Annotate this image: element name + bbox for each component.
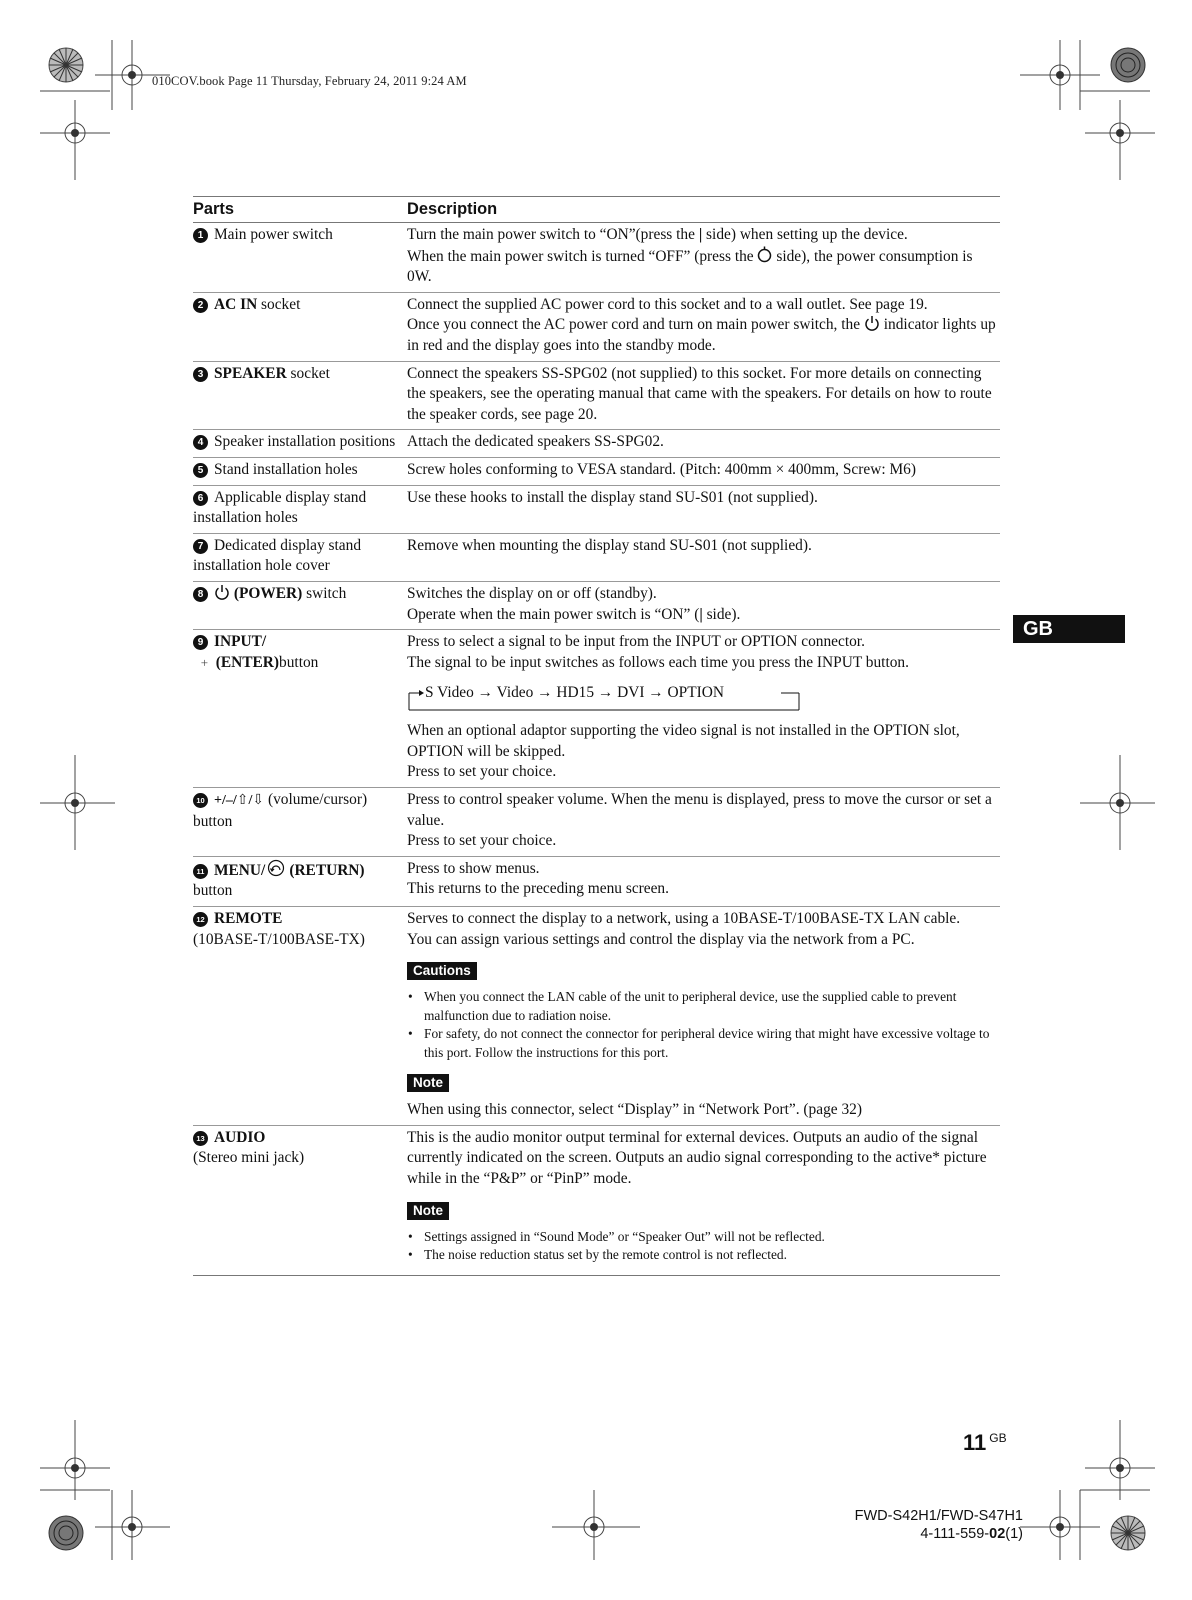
desc-text: Use these hooks to install the display stand SU-S01 (not supplied). xyxy=(407,488,818,506)
item-number: 8 xyxy=(193,587,208,602)
print-header: 010COV.book Page 11 Thursday, February 24, 2011 9:24 AM xyxy=(152,74,467,88)
input-flow-diagram xyxy=(407,683,801,713)
desc-text: Attach the dedicated speakers SS-SPG02. xyxy=(407,433,664,451)
part-name-suffix: (Stereo mini jack) xyxy=(193,1149,305,1167)
description-cell xyxy=(407,488,1000,529)
table-row xyxy=(193,293,1000,362)
col-description: Description xyxy=(407,200,498,218)
desc-text: Press to show menus. xyxy=(407,859,540,877)
description-cell xyxy=(407,632,1000,783)
table-row xyxy=(193,362,1000,431)
table-row xyxy=(193,534,1000,582)
part-name: +/–/⇧/⇩ xyxy=(214,793,265,809)
list-item: • For safety, do not connect the connector for peripheral device wiring that might have excessive voltage to this port. Follow the instructions for this port. xyxy=(407,1025,1000,1062)
desc-text: Press to set your choice. xyxy=(407,832,557,850)
part-cell xyxy=(193,790,407,852)
part-name: AC IN xyxy=(214,295,258,313)
part-name: AUDIO xyxy=(214,1128,266,1146)
cautions-label: Cautions xyxy=(407,962,477,980)
desc-text: Press to control speaker volume. When the menu is displayed, press to move the cursor or set a value. xyxy=(407,791,992,829)
part-cell xyxy=(193,225,407,288)
desc-text: side), the power consumption is 0W. xyxy=(407,247,973,286)
desc-text: Connect the supplied AC power cord to this socket and to a wall outlet. See page 19. xyxy=(407,295,928,313)
table-row xyxy=(193,430,1000,458)
desc-text: The signal to be input switches as follows each time you press the INPUT button. xyxy=(407,653,909,671)
part-name: (RETURN) xyxy=(289,861,365,879)
part-name-suffix: (10BASE-T/100BASE-TX) xyxy=(193,930,365,948)
parts-table xyxy=(193,196,1000,1276)
part-cell xyxy=(193,584,407,625)
part-cell xyxy=(193,632,407,783)
description-cell xyxy=(407,432,1000,453)
part-name-suffix: button xyxy=(279,653,319,671)
part-cell xyxy=(193,432,407,453)
desc-text: This returns to the preceding menu screen. xyxy=(407,880,669,898)
part-name: Applicable display stand installation holes xyxy=(193,488,367,527)
document-code xyxy=(855,1525,1023,1543)
item-number: 9 xyxy=(193,635,208,650)
description-cell xyxy=(407,536,1000,577)
desc-text: indicator lights up in red and the display goes into the standby mode. xyxy=(407,316,996,354)
on-symbol: | xyxy=(699,605,703,623)
part-name: Dedicated display stand installation hole cover xyxy=(193,536,362,575)
part-name-suffix: switch xyxy=(302,584,347,602)
description-cell xyxy=(407,584,1000,625)
desc-text: Operate when the main power switch is “ON” ( xyxy=(407,605,700,623)
code-bold: 02 xyxy=(989,1526,1006,1542)
part-name-suffix: button xyxy=(193,882,233,900)
item-number: 4 xyxy=(193,435,208,450)
part-name: Stand installation holes xyxy=(214,460,358,478)
item-number: 11 xyxy=(193,864,208,879)
table-row xyxy=(193,857,1000,907)
desc-text: When an optional adaptor supporting the video signal is not installed in the OPTION slot, OPTION will be skipped. xyxy=(407,722,960,760)
code-prefix: 4-111-559- xyxy=(920,1526,990,1542)
language-tab: GB xyxy=(1013,615,1125,643)
part-cell xyxy=(193,295,407,357)
note-text: When using this connector, select “Display” in “Network Port”. (page 32) xyxy=(407,1101,862,1119)
list-item: • The noise reduction status set by the remote control is not reflected. xyxy=(407,1246,1000,1265)
desc-text: Switches the display on or off (standby). xyxy=(407,584,657,602)
item-number: 5 xyxy=(193,463,208,478)
desc-text: Remove when mounting the display stand SU-S01 (not supplied). xyxy=(407,536,812,554)
desc-text: When the main power switch is turned “OFF” (press the xyxy=(407,247,758,265)
desc-text: side). xyxy=(702,605,741,623)
col-parts: Parts xyxy=(193,200,235,218)
table-row xyxy=(193,223,1000,293)
item-number: 10 xyxy=(193,793,208,808)
desc-text: Press to select a signal to be input from the INPUT or OPTION connector. xyxy=(407,633,865,651)
desc-text: This is the audio monitor output terminal for external devices. Outputs an audio of the signal currently indicated on the screen. Outputs an audio signal corresponding to the active* picture while in the “P&P” or “PinP” mode. xyxy=(407,1128,987,1187)
table-row xyxy=(193,486,1000,534)
description-cell xyxy=(407,1128,1000,1271)
enter-plus-symbol: + xyxy=(200,654,209,670)
table-row xyxy=(193,582,1000,630)
part-name: Speaker installation positions xyxy=(214,433,396,451)
power-icon xyxy=(214,584,230,600)
return-icon xyxy=(267,859,285,877)
description-cell xyxy=(407,225,1000,288)
desc-text: Connect the speakers SS-SPG02 (not supplied) to this socket. For more details on connecting the speakers, see the operating manual that came with the speakers. For details on how to route the speaker cords, see page 20. xyxy=(407,364,992,423)
table-row xyxy=(193,907,1000,1126)
part-name: INPUT/ xyxy=(214,633,267,651)
code-suffix: (1) xyxy=(1005,1526,1023,1542)
part-cell xyxy=(193,1128,407,1271)
part-cell xyxy=(193,536,407,577)
desc-text: You can assign various settings and control the display via the network from a PC. xyxy=(407,930,915,948)
table-row xyxy=(193,458,1000,486)
part-name-suffix: socket xyxy=(257,295,301,313)
part-name: (POWER) xyxy=(233,584,303,602)
off-circle-icon xyxy=(757,246,772,263)
description-cell xyxy=(407,909,1000,1121)
desc-text: Press to set your choice. xyxy=(407,763,557,781)
desc-text: Once you connect the AC power cord and turn on main power switch, the xyxy=(407,316,864,334)
description-cell xyxy=(407,790,1000,852)
note-label: Note xyxy=(407,1074,449,1092)
note-label: Note xyxy=(407,1202,449,1220)
part-name: Main power switch xyxy=(214,226,333,243)
item-number: 6 xyxy=(193,491,208,506)
cautions-list xyxy=(407,988,1000,1062)
part-name: (ENTER) xyxy=(215,653,280,671)
desc-text: side) when setting up the device. xyxy=(702,226,908,243)
footer xyxy=(855,1507,1023,1543)
model-number: FWD-S42H1/FWD-S47H1 xyxy=(854,1508,1023,1524)
description-cell xyxy=(407,859,1000,902)
part-name: REMOTE xyxy=(214,910,283,928)
part-cell xyxy=(193,859,407,902)
description-cell xyxy=(407,460,1000,481)
table-row xyxy=(193,630,1000,788)
desc-text: Screw holes conforming to VESA standard. (Pitch: 400mm × 400mm, Screw: M6) xyxy=(407,460,916,478)
item-number: 1 xyxy=(193,228,208,243)
page-number-suffix: GB xyxy=(989,1431,1007,1445)
flow-sequence: S Video → Video → HD15 → DVI → OPTION xyxy=(425,684,724,702)
item-number: 7 xyxy=(193,539,208,554)
part-cell xyxy=(193,909,407,1121)
part-name-suffix: socket xyxy=(286,364,330,382)
part-name: MENU/ xyxy=(214,861,266,879)
part-cell xyxy=(193,364,407,426)
item-number: 12 xyxy=(193,912,208,927)
description-cell xyxy=(407,364,1000,426)
part-cell xyxy=(193,488,407,529)
page-number-value: 11 xyxy=(963,1430,987,1455)
power-icon xyxy=(864,315,880,331)
part-cell xyxy=(193,460,407,481)
item-number: 13 xyxy=(193,1131,208,1146)
part-name-suffix: (volume/cursor) button xyxy=(193,791,368,830)
desc-text: Turn the main power switch to “ON”(press the xyxy=(407,226,699,243)
page-number xyxy=(963,1430,1007,1456)
desc-text: Serves to connect the display to a network, using a 10BASE-T/100BASE-TX LAN cable. xyxy=(407,910,961,928)
on-symbol: | xyxy=(698,226,703,243)
description-cell xyxy=(407,295,1000,357)
item-number: 2 xyxy=(193,298,208,313)
notes-list xyxy=(407,1228,1000,1265)
list-item: • When you connect the LAN cable of the unit to peripheral device, use the supplied cable to prevent malfunction due to radiation noise. xyxy=(407,988,1000,1025)
table-row xyxy=(193,788,1000,857)
item-number: 3 xyxy=(193,367,208,382)
table-row xyxy=(193,1126,1000,1275)
table-header xyxy=(193,197,1000,223)
list-item: • Settings assigned in “Sound Mode” or “Speaker Out” will not be reflected. xyxy=(407,1228,1000,1247)
part-name: SPEAKER xyxy=(214,364,287,382)
